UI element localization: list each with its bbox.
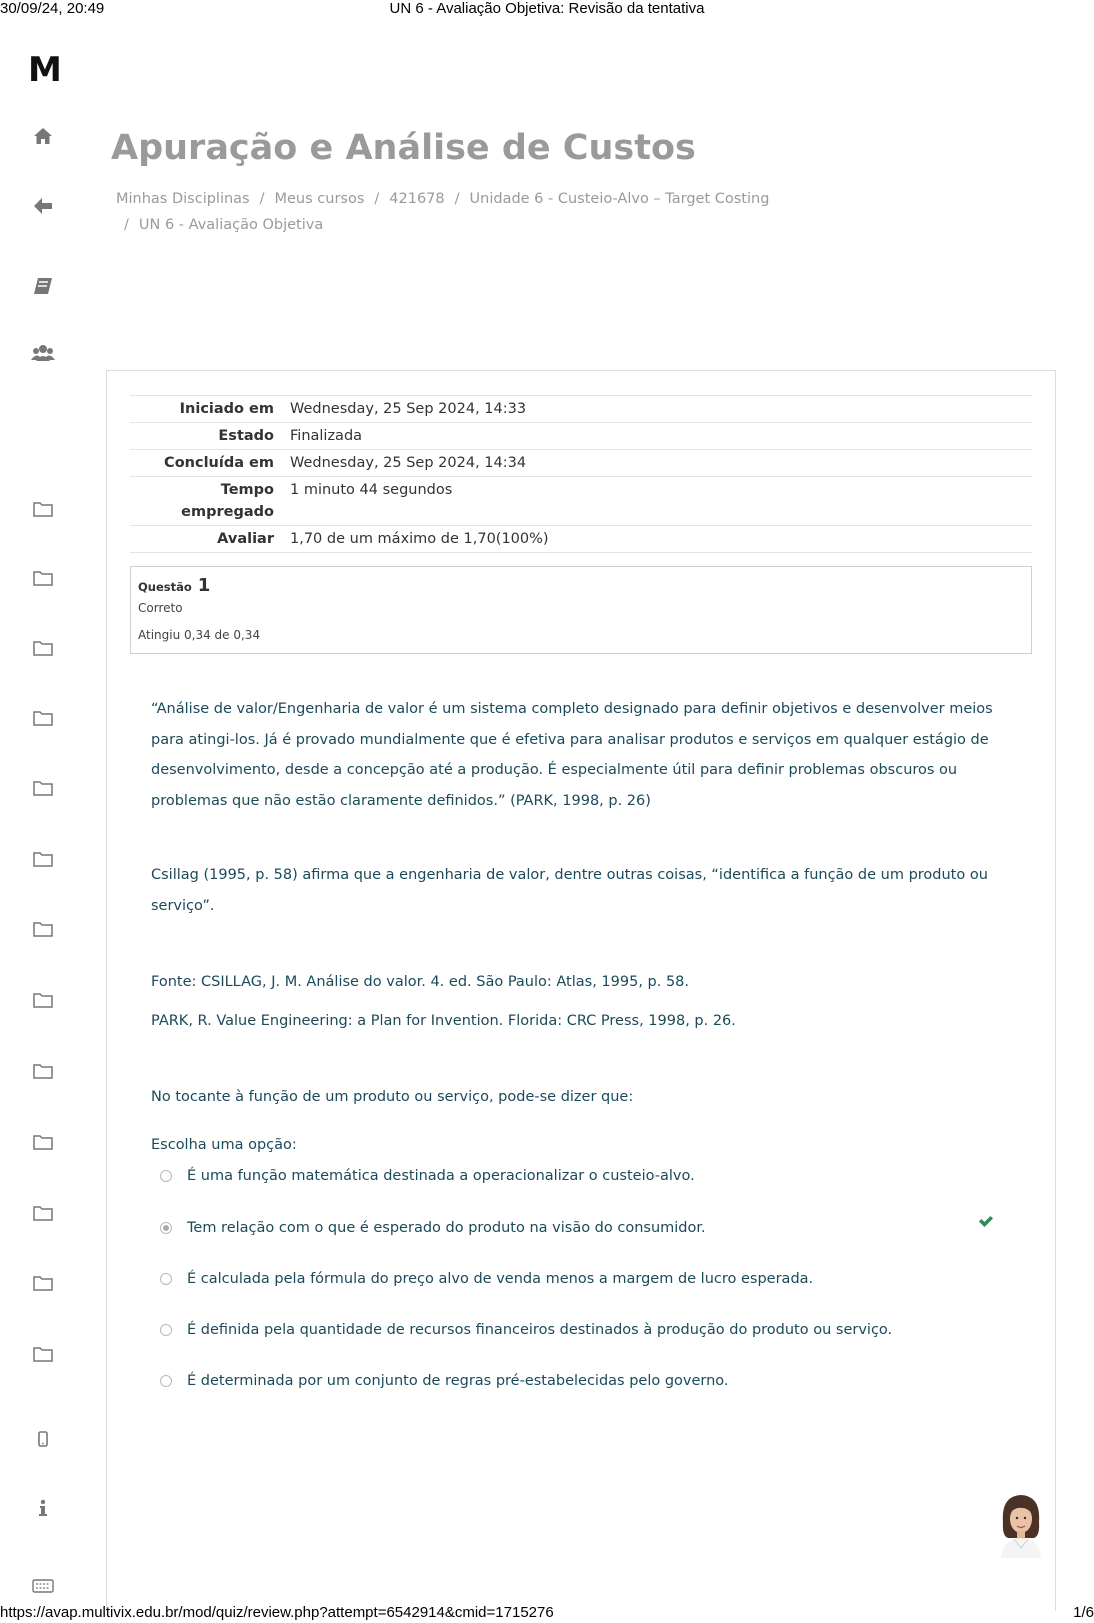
print-title: UN 6 - Avaliação Objetiva: Revisão da tentativa [389,0,705,17]
breadcrumb-item-minhas-disciplinas[interactable]: Minhas Disciplinas [116,191,250,207]
completed-label: Concluída em [130,450,282,477]
folder-icon[interactable] [30,1202,56,1224]
folder-icon[interactable] [30,1343,56,1365]
folder-icon[interactable] [30,989,56,1011]
info-icon[interactable] [30,1497,56,1519]
state-value: Finalizada [282,423,1032,450]
breadcrumb-item-unit[interactable]: Unidade 6 - Custeio-Alvo – Target Costing [469,191,770,207]
choose-option-prompt: Escolha uma opção: [151,1137,297,1153]
option-radio[interactable] [160,1273,172,1285]
breadcrumb-item-course-id[interactable]: 421678 [389,191,445,207]
print-url: https://avap.multivix.edu.br/mod/quiz/review.php?attempt=6542914&cmid=1715276 [0,1604,554,1621]
option-text: Tem relação com o que é esperado do produto na visão do consumidor. [187,1220,706,1236]
question-label-text: Questão [138,580,192,594]
summary-row-state [130,423,1032,450]
answer-option[interactable] [160,1271,1030,1295]
folder-icon[interactable] [30,567,56,589]
option-text: É calculada pela fórmula do preço alvo de venda menos a margem de lucro esperada. [187,1271,814,1287]
question-state: Correto [138,601,183,615]
option-radio[interactable] [160,1170,172,1182]
summary-row-completed [130,450,1032,477]
back-arrow-icon[interactable] [30,195,56,217]
folder-icon[interactable] [30,848,56,870]
attempt-summary-table [130,395,1032,553]
breadcrumb-item-meus-cursos[interactable]: Meus cursos [274,191,365,207]
summary-row-started [130,396,1032,423]
print-footer [0,1603,1094,1623]
option-text: É uma função matemática destinada a operacionalizar o custeio-alvo. [187,1168,695,1184]
folder-icon[interactable] [30,707,56,729]
summary-row-time [130,477,1032,526]
answer-option-selected[interactable] [160,1220,1030,1244]
answer-option[interactable] [160,1322,1030,1346]
question-stem: No tocante à função de um produto ou serviço, pode-se dizer que: [151,1089,634,1105]
answer-option[interactable] [160,1373,1030,1397]
print-date: 30/09/24, 20:49 [0,0,105,17]
sidebar [0,30,85,1590]
folder-icon[interactable] [30,777,56,799]
mobile-icon[interactable] [30,1428,56,1450]
started-label: Iniciado em [130,396,282,423]
home-icon[interactable] [30,125,56,147]
completed-value: Wednesday, 25 Sep 2024, 14:34 [282,450,1032,477]
users-icon[interactable] [30,342,56,364]
folder-icon[interactable] [30,1060,56,1082]
started-value: Wednesday, 25 Sep 2024, 14:33 [282,396,1032,423]
print-header [0,0,1094,18]
question-info-box [130,566,1032,654]
folder-icon[interactable] [30,1272,56,1294]
question-label [138,575,210,596]
folder-icon[interactable] [30,498,56,520]
answer-option[interactable] [160,1168,1030,1192]
question-number: 1 [197,575,211,596]
page-title: Apuração e Análise de Custos [111,128,696,168]
folder-icon[interactable] [30,918,56,940]
state-label: Estado [130,423,282,450]
book-icon[interactable] [30,275,56,297]
question-paragraph-csillag: Csillag (1995, p. 58) afirma que a engenharia de valor, dentre outras coisas, “identifica a função de um produto ou serviço”. [151,867,988,914]
time-label: Tempo empregado [130,477,282,526]
assistant-avatar[interactable] [996,1492,1046,1558]
check-icon [978,1214,994,1232]
print-page-number: 1/6 [1073,1604,1094,1621]
time-value: 1 minuto 44 segundos [282,477,1032,526]
option-text: É definida pela quantidade de recursos financeiros destinados à produção do produto ou serviço. [187,1322,893,1338]
breadcrumb-item-quiz[interactable]: UN 6 - Avaliação Objetiva [138,217,324,233]
question-paragraph-quote: “Análise de valor/Engenharia de valor é um sistema completo designado para definir objetivos e desenvolver meios para atingi-los. Já é provado mundialmente que é efetiva para analisar produtos e serviços em qualquer estágio de desenvolvimento, desde a concepção até a produção. É especialmente útil para definir problemas obscuros ou problemas que não estão claramente definidos.” (PARK, 1998, p. 26) [151,701,993,809]
summary-row-grade [130,526,1032,553]
breadcrumb-separator: / [259,191,265,207]
option-text: É determinada por um conjunto de regras pré-estabelecidas pelo governo. [187,1373,729,1389]
grade-label: Avaliar [130,526,282,553]
folder-icon[interactable] [30,637,56,659]
breadcrumb-separator: / [124,217,129,233]
option-radio[interactable] [160,1375,172,1387]
logo[interactable]: M [28,50,60,90]
breadcrumb-separator: / [374,191,380,207]
question-source-park: PARK, R. Value Engineering: a Plan for Invention. Florida: CRC Press, 1998, p. 26. [151,1013,736,1029]
folder-icon[interactable] [30,1131,56,1153]
question-source-csillag: Fonte: CSILLAG, J. M. Análise do valor. 4. ed. São Paulo: Atlas, 1995, p. 58. [151,974,690,990]
question-grade: Atingiu 0,34 de 0,34 [138,628,261,642]
grade-value: 1,70 de um máximo de 1,70(100%) [282,526,1032,553]
option-radio[interactable] [160,1324,172,1336]
breadcrumb [116,186,836,238]
keyboard-icon[interactable] [30,1575,56,1597]
breadcrumb-separator: / [454,191,460,207]
option-radio-selected[interactable] [160,1222,172,1234]
